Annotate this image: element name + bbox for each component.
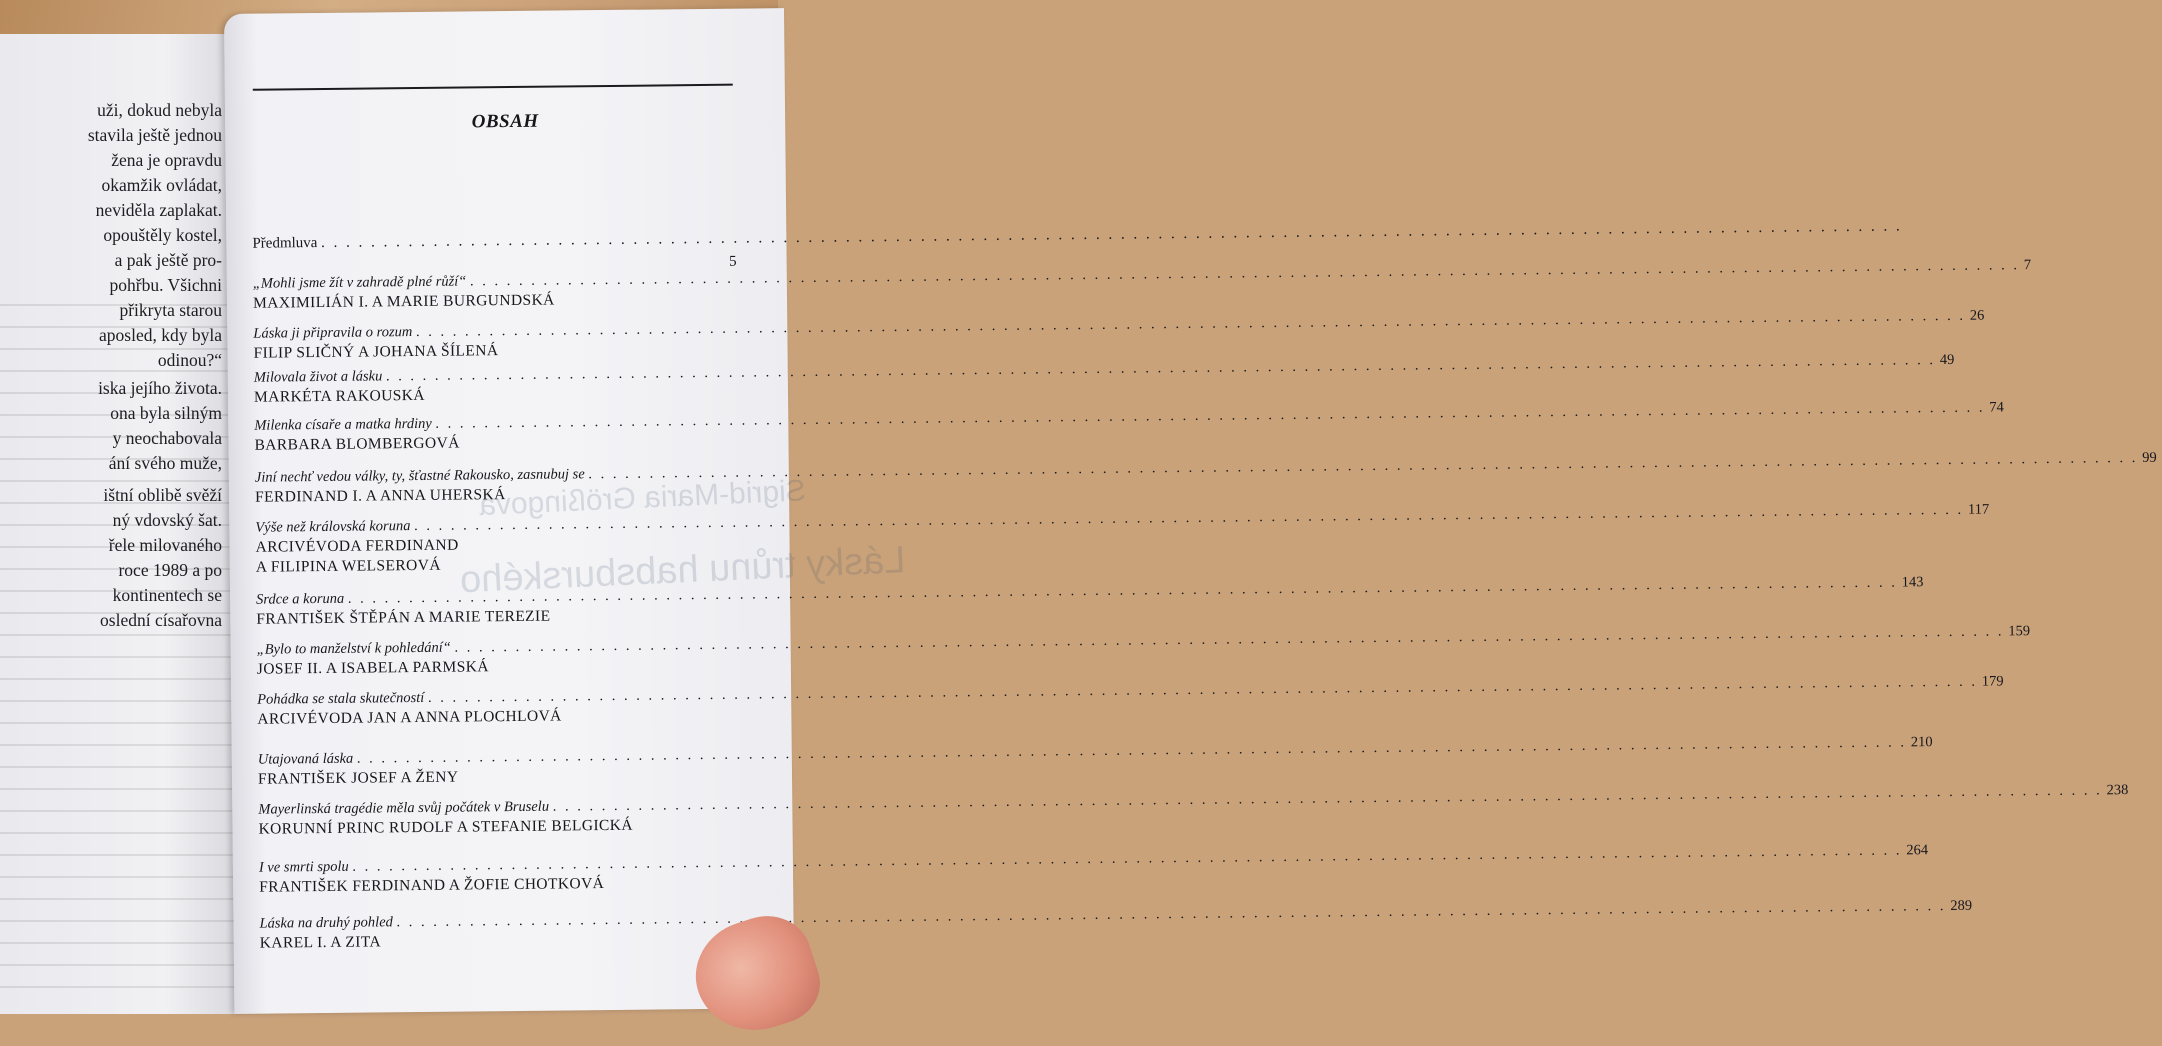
toc-entry-heading: KAREL I. A ZITA [259, 933, 382, 952]
toc-entry-heading: MAXIMILIÁN I. A MARIE BURGUNDSKÁ [252, 291, 555, 312]
left-page-line: pohřbu. Všichni [109, 275, 222, 295]
header-rule [253, 84, 733, 91]
toc-page-number: 5 [729, 253, 737, 270]
left-page-line: okamžik ovládat, [101, 175, 222, 195]
toc-entry-heading-line-2: A FILIPINA WELSEROVÁ [255, 556, 441, 576]
toc-entry-heading: FRANTIŠEK JOSEF A ŽENY [257, 768, 459, 788]
page-title: OBSAH [471, 110, 539, 133]
right-page [224, 8, 2157, 1014]
toc-entry-heading: KORUNNÍ PRINC RUDOLF A STEFANIE BELGICKÁ [258, 816, 633, 838]
left-page-line: aposled, kdy byla [99, 325, 222, 345]
toc-entry[interactable] [254, 449, 2157, 507]
toc-entry-subtitle: Jiní nechť vedou války, ty, šťastné Rakousko, zasnubuj se [254, 466, 585, 486]
toc-entry-subtitle: „Bylo to manželství k pohledání“ [256, 639, 451, 658]
left-page-line: odinou?“ [157, 350, 222, 370]
toc-preface[interactable] [252, 231, 736, 276]
left-page-line: ný vdovský šat. [112, 510, 222, 530]
toc-page-number: 238 [2106, 782, 2129, 799]
left-page-line: a pak ještě pro- [114, 250, 222, 270]
toc-entry-heading: ARCIVÉVODA FERDINAND [255, 536, 459, 556]
toc-page-number: 49 [1939, 351, 1955, 369]
toc-entry-heading: FILIP SLIČNÝ A JOHANA ŠÍLENÁ [253, 342, 499, 362]
toc-entry-heading: FERDINAND I. A ANNA UHERSKÁ [254, 486, 506, 506]
toc-page-number: 143 [1901, 574, 1924, 591]
left-page-line: neviděla zaplakat. [95, 200, 222, 220]
left-page-line: řele milovaného [108, 535, 222, 555]
bleed-through-book-title: Lásky trůnu habsburského [459, 539, 907, 602]
toc-entry-subtitle: Výše než královská koruna [255, 518, 411, 536]
left-page [0, 34, 236, 1014]
leader-dots [353, 842, 1903, 875]
toc-entry-subtitle: Láska na druhý pohled [259, 914, 393, 932]
left-page-line: y neochabovala [112, 428, 222, 448]
toc-entry[interactable] [258, 782, 2129, 839]
toc-page-number: 264 [1906, 842, 1929, 859]
toc-entry[interactable] [257, 734, 1933, 789]
left-page-line: ání svého muže, [108, 453, 222, 473]
toc-preface-label: Předmluva [252, 235, 318, 252]
leader-dots [589, 450, 2139, 483]
left-page-line: stavila ještě jednou [87, 125, 222, 145]
left-page-line: ištní oblibě svěží [103, 485, 222, 505]
leader-dots [416, 308, 1966, 341]
left-page-line: kontinentech se [112, 585, 222, 605]
left-page-line: opouštěly kostel, [103, 225, 222, 245]
leader-dots [428, 674, 1978, 707]
leader-dots [455, 623, 2005, 656]
toc-entry-subtitle: Pohádka se stala skutečností [257, 689, 425, 708]
toc-entry[interactable] [254, 399, 2004, 455]
leader-dots [397, 898, 1947, 931]
toc-entry-heading: BARBARA BLOMBERGOVÁ [254, 434, 460, 454]
left-page-line: iska jejího života. [98, 378, 222, 398]
toc-entry-subtitle: „Mohli jsme žít v zahradě plné růží“ [252, 273, 467, 292]
leader-dots [436, 400, 1986, 433]
leader-dots [321, 218, 1902, 252]
toc-entry-heading: MARKÉTA RAKOUSKÁ [253, 386, 426, 406]
toc-entry-heading: FRANTIŠEK FERDINAND A ŽOFIE CHOTKOVÁ [259, 875, 605, 896]
toc-entry-subtitle: Mayerlinská tragédie měla svůj počátek v Bruselu [258, 798, 550, 818]
toc-entry-subtitle: Láska ji připravila o rozum [253, 324, 413, 342]
leader-dots [553, 782, 2103, 815]
toc-page-number: 7 [2023, 257, 2032, 274]
toc-entry[interactable] [258, 842, 1929, 897]
left-page-line: přikryta starou [119, 300, 222, 320]
left-page-line: roce 1989 a po [118, 560, 222, 580]
left-page-line: ona byla silným [110, 403, 222, 423]
toc-entry[interactable] [252, 257, 2032, 313]
toc-page-number: 210 [1910, 734, 1933, 751]
leader-dots [357, 734, 1907, 767]
toc-entry[interactable] [259, 897, 1973, 953]
toc-entry-subtitle: Utajovaná láska [257, 750, 354, 768]
toc-page-number: 26 [1969, 307, 1985, 324]
toc-entry[interactable] [256, 623, 2031, 679]
toc-page-number: 99 [2142, 449, 2157, 466]
toc-entry-heading: JOSEF II. A ISABELA PARMSKÁ [256, 658, 489, 678]
toc-page-number: 159 [2008, 623, 2031, 640]
left-page-line: uži, dokud nebyla [97, 100, 222, 120]
toc-page-number: 289 [1950, 897, 1973, 914]
toc-entry-subtitle: Milenka císaře a matka hrdiny [254, 415, 432, 434]
left-page-line: žena je opravdu [111, 150, 222, 170]
left-page-line: oslední císařovna [100, 610, 222, 630]
toc-page-number: 74 [1989, 399, 2004, 416]
toc-entry-subtitle: I ve smrti spolu [258, 858, 349, 876]
toc-page-number: 179 [1981, 673, 2004, 690]
toc-page-number: 117 [1967, 501, 1990, 518]
toc-entry[interactable] [256, 574, 1924, 629]
toc-entry-heading: FRANTIŠEK ŠTĚPÁN A MARIE TEREZIE [256, 607, 551, 628]
toc-entry-subtitle: Srdce a koruna [256, 590, 345, 608]
toc-entry-heading: ARCIVÉVODA JAN A ANNA PLOCHLOVÁ [257, 707, 562, 728]
bleed-through-author: Sigrid-Maria Größingová [478, 474, 807, 523]
toc-entry-subtitle: Milovala život a lásku [253, 368, 383, 386]
toc-entry[interactable] [257, 673, 2004, 729]
